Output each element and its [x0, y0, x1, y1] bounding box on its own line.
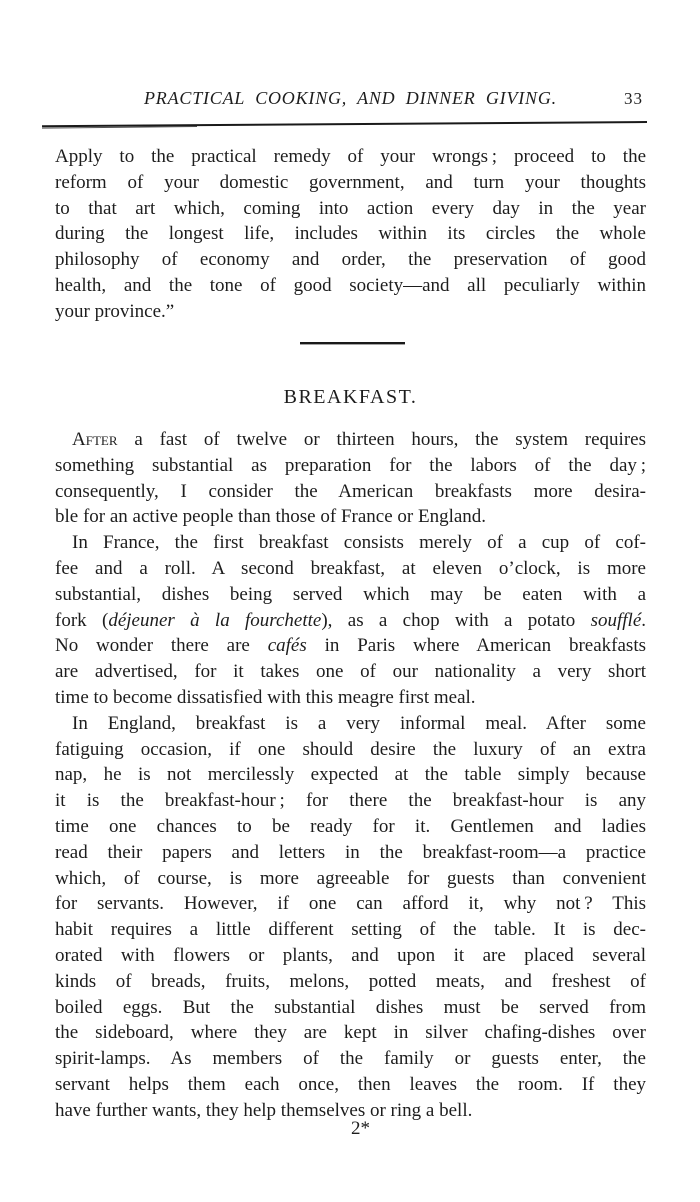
text-line: have further wants, they help themselves or ring a bell. [55, 1099, 473, 1121]
text-line: In France, the first breakfast consists merely of a cup of cof- [72, 532, 646, 554]
running-header-title: PRACTICAL COOKING, AND DINNER GIVING. [144, 88, 557, 108]
text-line: your province.” [55, 300, 175, 322]
header-rule-left-double [42, 126, 197, 129]
italic-phrase: cafés [267, 635, 307, 657]
page-footer [55, 1116, 666, 1142]
smallcaps-word: After [72, 429, 118, 450]
text-line: the sideboard, where they are kept in silver chafing-dishes over [55, 1022, 646, 1044]
text-line: servant helps them each once, then leaves the room. If they [55, 1073, 646, 1095]
text-line: for servants. However, if one can afford it, why not ? This [55, 893, 646, 915]
text-line: After a fast of twelve or thirteen hours, the system requires [72, 429, 646, 450]
text-line: nap, he is not mercilessly expected at the table simply because [55, 764, 646, 786]
text-line: habit requires a little different setting of the table. It is dec- [55, 919, 646, 941]
text-line: substantial, dishes being served which may be eaten with a [55, 583, 646, 605]
text-line: health, and the tone of good society—and all peculiarly within [55, 274, 646, 296]
paragraph [55, 427, 646, 530]
paragraph [55, 530, 646, 711]
italic-phrase: déjeuner à la fourchette [108, 609, 322, 631]
text-line: orated with flowers or plants, and upon it are placed several [55, 944, 646, 966]
text-line: it is the breakfast-hour ; for there the breakfast-hour is any [55, 790, 646, 812]
running-header [55, 88, 646, 109]
text-line: read their papers and letters in the breakfast-room—a practice [55, 841, 646, 863]
paragraph [55, 711, 646, 1124]
text-line: kinds of breads, fruits, melons, potted meats, and freshest of [55, 970, 646, 992]
text-line: time one chances to be ready for it. Gentlemen and ladies [55, 815, 646, 837]
text-line: ble for an active people than those of France or England. [55, 506, 487, 528]
paragraph-continued-from-previous-page [55, 144, 646, 325]
text-line: boiled eggs. But the substantial dishes must be served from [55, 996, 646, 1018]
section-heading: BREAKFAST. [283, 386, 418, 408]
text-line: consequently, I consider the American breakfasts more desira- [55, 480, 646, 502]
text-line: spirit-lamps. As members of the family or guests enter, the [55, 1048, 646, 1070]
text-line: In England, breakfast is a very informal meal. After some [72, 712, 646, 734]
text-line: during the longest life, includes within its circles the whole [55, 223, 646, 245]
text-line: fatiguing occasion, if one should desire the luxury of an extra [55, 738, 646, 760]
text-line: time to become dissatisfied with this meagre first meal. [55, 686, 476, 708]
text-line: reform of your domestic government, and turn your thoughts [55, 171, 646, 193]
text-line: fee and a roll. A second breakfast, at eleven o’clock, is more [55, 557, 646, 579]
text-line: to that art which, coming into action every day in the year [55, 197, 646, 219]
italic-phrase: soufflé [590, 609, 642, 631]
text-line: No wonder there are cafés in Paris where American breakfasts [55, 635, 646, 657]
text-line: which, of course, is more agreeable for guests than convenient [55, 867, 646, 889]
section-divider [300, 342, 405, 344]
text-line: Apply to the practical remedy of your wrongs ; proceed to the [55, 146, 646, 167]
text-line: philosophy of economy and order, the preservation of good [55, 249, 646, 271]
signature-mark: 2* [351, 1118, 370, 1139]
page-number: 33 [624, 89, 643, 108]
body-text [55, 427, 646, 1124]
text-line: something substantial as preparation for the labors of the day ; [55, 454, 646, 476]
text-line: fork (déjeuner à la fourchette), as a chop with a potato soufflé. [55, 609, 647, 631]
text-line: are advertised, for it takes one of our nationality a very short [55, 661, 646, 683]
